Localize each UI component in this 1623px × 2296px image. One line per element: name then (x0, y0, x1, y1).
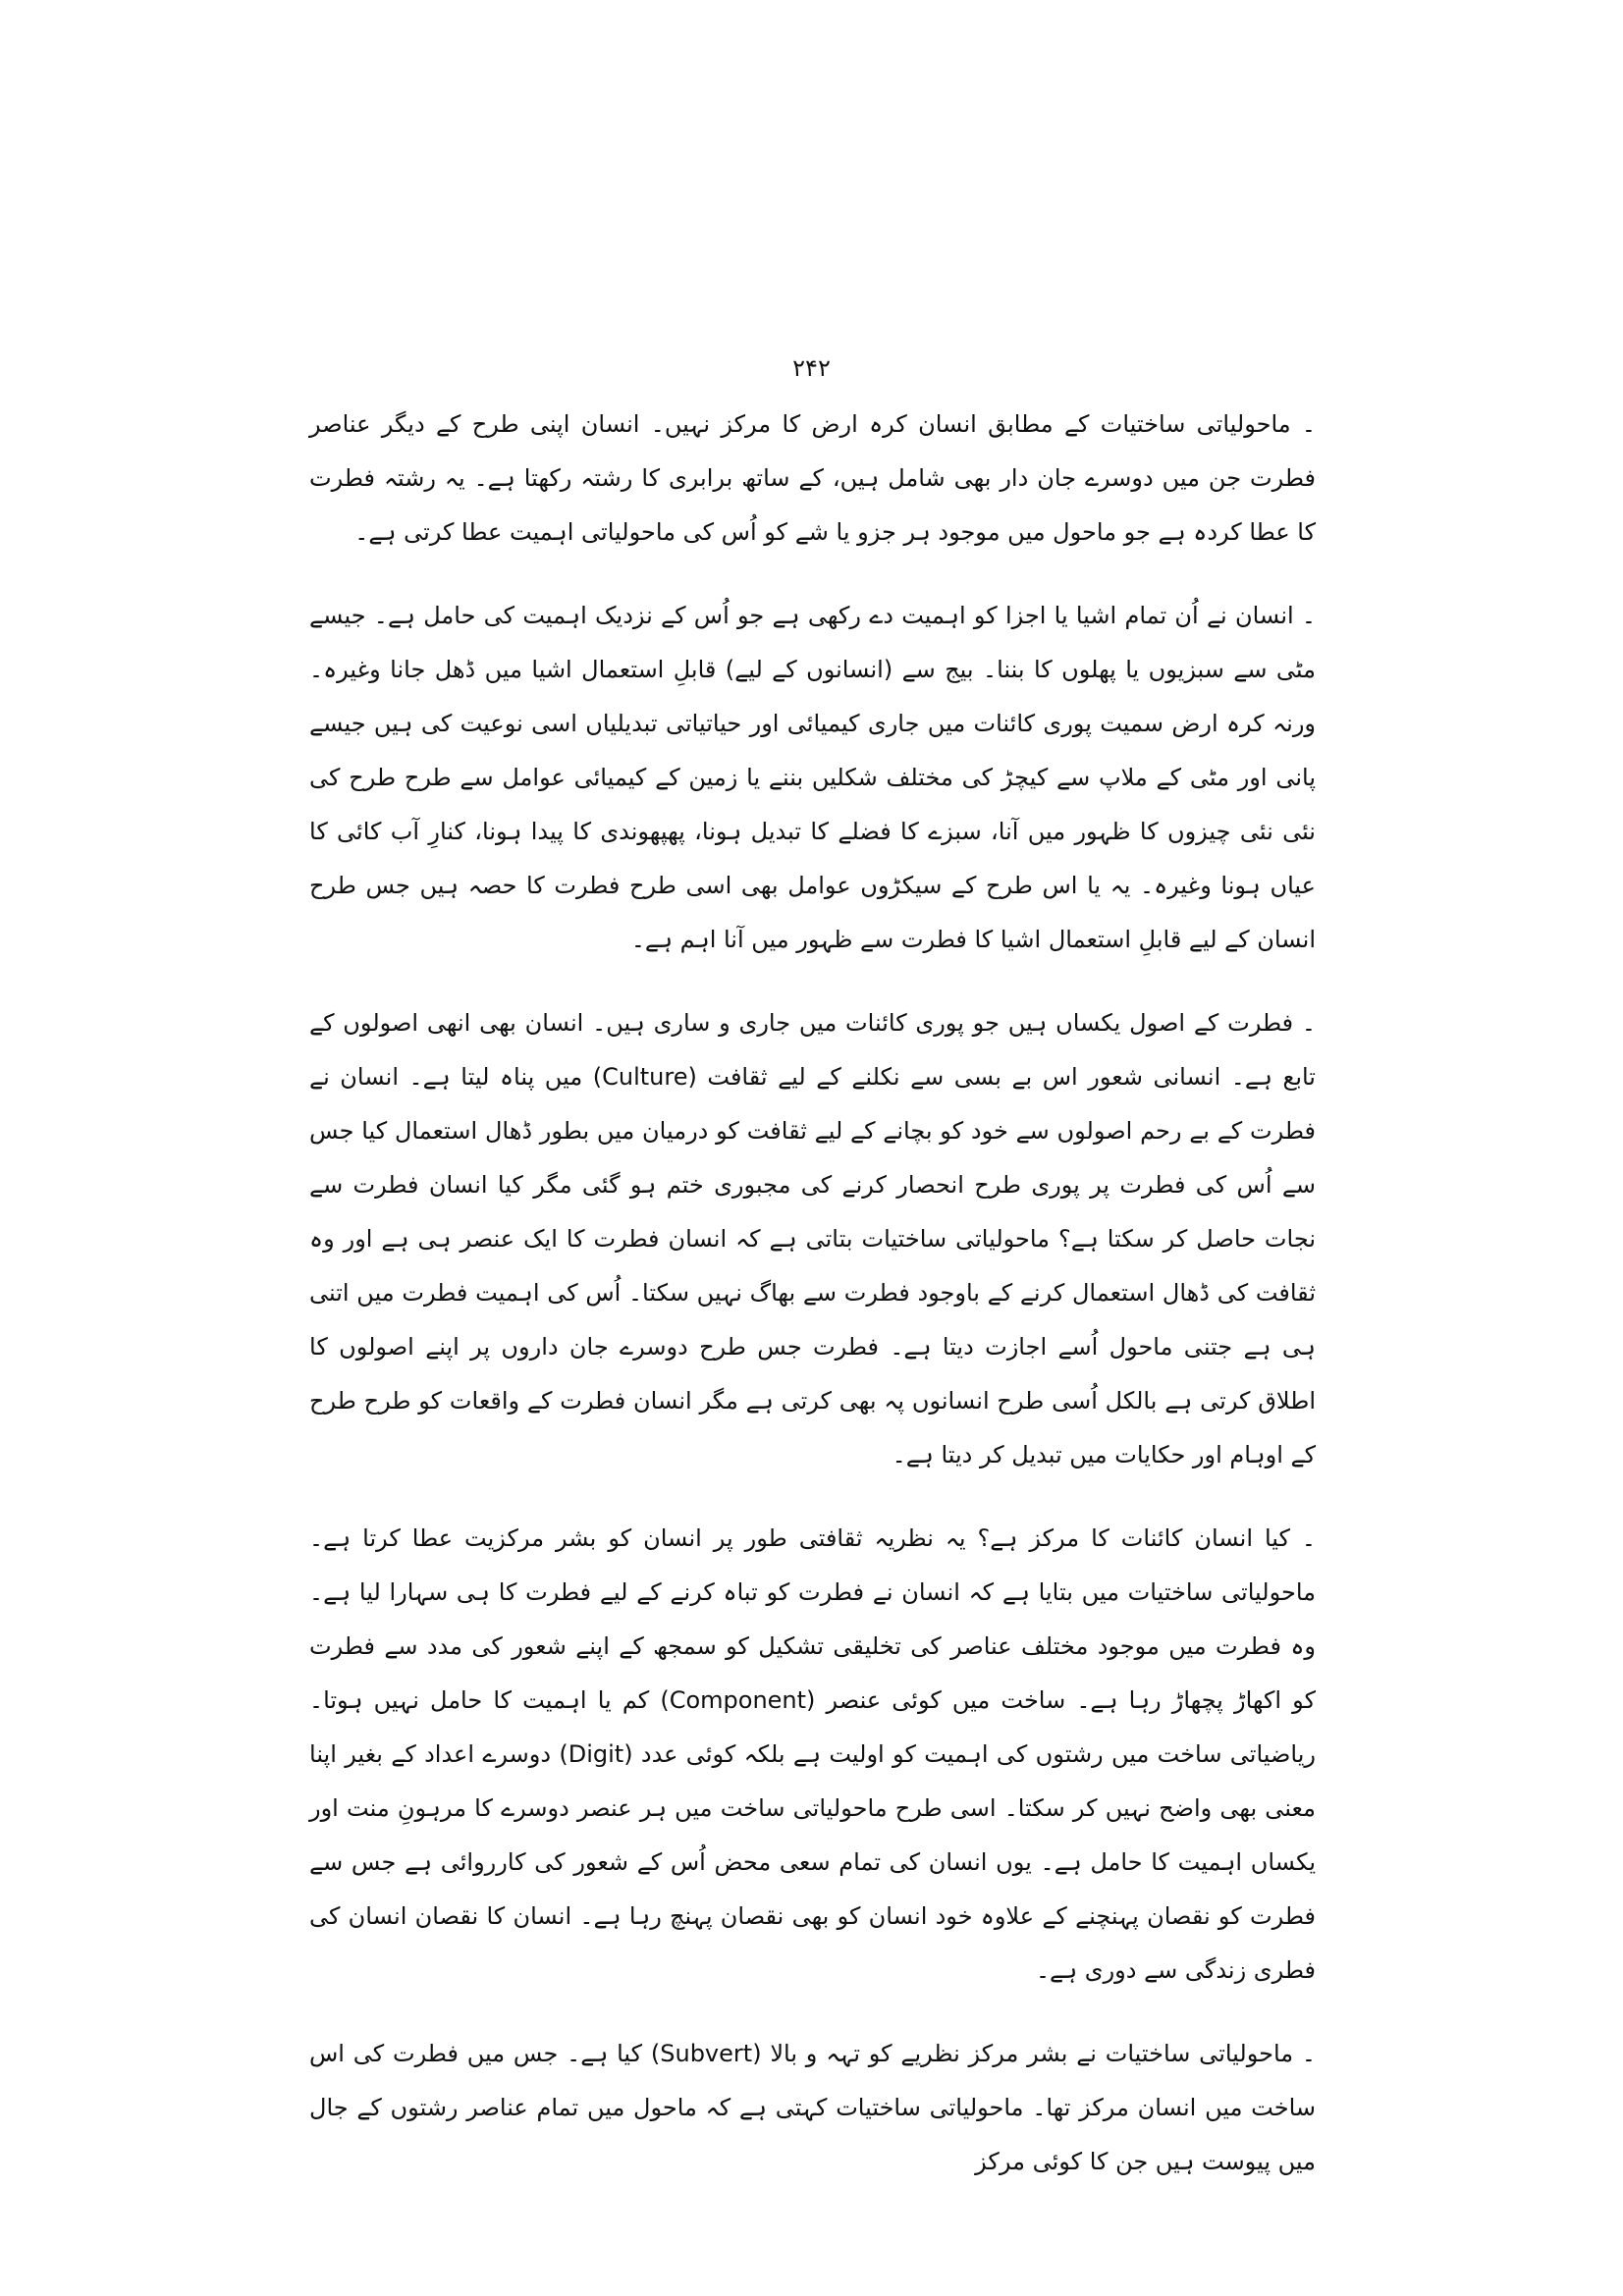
body-text (309, 398, 1316, 2189)
paragraph-4: ۔ کیا انسان کائنات کا مرکز ہے؟ یہ نظریہ ثقافتی طور پر انسان کو بشر مرکزیت عطا کرتا ہے۔ ماحولیاتی ساختیات میں بتایا ہے کہ انسان نے فطرت کو تباہ کرنے کے لیے فطرت کا ہی سہارا لیا ہے۔ وہ فطرت میں موجود مختلف عناصر کی تخلیقی تشکیل کو سمجھ کے اپنے شعور کی مدد سے فطرت کو اکھاڑ پچھاڑ رہا ہے۔ ساخت میں کوئی عنصر (Component) کم یا اہمیت کا حامل نہیں ہوتا۔ ریاضیاتی ساخت میں رشتوں کی اہمیت کو اولیت ہے بلکہ کوئی عدد (Digit) دوسرے اعداد کے بغیر اپنا معنی بھی واضح نہیں کر سکتا۔ اسی طرح ماحولیاتی ساخت میں ہر عنصر دوسرے کا مرہونِ منت اور یکساں اہمیت کا حامل ہے۔ یوں انسان کی تمام سعی محض اُس کے شعور کی کارروائی ہے جس سے فطرت کو نقصان پہنچنے کے علاوہ خود انسان کو بھی نقصان پہنچ رہا ہے۔ انسان کا نقصان انسان کی فطری زندگی سے دوری ہے۔ (309, 1524, 1316, 1984)
paragraph-1: ۔ ماحولیاتی ساختیات کے مطابق انسان کرہ ارض کا مرکز نہیں۔ انسان اپنی طرح کے دیگر عناصر فطرت جن میں دوسرے جان دار بھی شامل ہیں، کے ساتھ برابری کا رشتہ رکھتا ہے۔ یہ رشتہ فطرت کا عطا کردہ ہے جو ماحول میں موجود ہر جزو یا شے کو اُس کی ماحولیاتی اہمیت عطا کرتی ہے۔ (309, 410, 1316, 546)
page-number: ۲۴۲ (792, 354, 831, 382)
paragraph-2: ۔ انسان نے اُن تمام اشیا یا اجزا کو اہمیت دے رکھی ہے جو اُس کے نزدیک اہمیت کی حامل ہے۔ جیسے مٹی سے سبزیوں یا پھلوں کا بننا۔ بیج سے (انسانوں کے لیے) قابلِ استعمال اشیا میں ڈھل جانا وغیرہ۔ ورنہ کرہ ارض سمیت پوری کائنات میں جاری کیمیائی اور حیاتیاتی تبدیلیاں اسی نوعیت کی ہیں جیسے پانی اور مٹی کے ملاپ سے کیچڑ کی مختلف شکلیں بننے یا زمین کے کیمیائی عوامل سے طرح طرح کی نئی نئی چیزوں کا ظہور میں آنا، سبزے کا فضلے کا تبدیل ہونا، پھپھوندی کا پیدا ہونا، کنارِ آب کائی کا عیاں ہونا وغیرہ۔ یہ یا اس طرح کے سیکڑوں عوامل بھی اسی طرح فطرت کا حصہ ہیں جس طرح انسان کے لیے قابلِ استعمال اشیا کا فطرت سے ظہور میں آنا اہم ہے۔ (309, 602, 1316, 953)
paragraph-5: ۔ ماحولیاتی ساختیات نے بشر مرکز نظریے کو تہہ و بالا (Subvert) کیا ہے۔ جس میں فطرت کی اس ساخت میں انسان مرکز تھا۔ ماحولیاتی ساختیات کہتی ہے کہ ماحول میں تمام عناصر رشتوں کے جال میں پیوست ہیں جن کا کوئی مرکز (309, 2040, 1316, 2175)
paragraph-3: ۔ فطرت کے اصول یکساں ہیں جو پوری کائنات میں جاری و ساری ہیں۔ انسان بھی انھی اصولوں کے تابع ہے۔ انسانی شعور اس بے بسی سے نکلنے کے لیے ثقافت (Culture) میں پناہ لیتا ہے۔ انسان نے فطرت کے بے رحم اصولوں سے خود کو بچانے کے لیے ثقافت کو درمیان میں بطور ڈھال استعمال کیا جس سے اُس کی فطرت پر پوری طرح انحصار کرنے کی مجبوری ختم ہو گئی مگر کیا انسان فطرت سے نجات حاصل کر سکتا ہے؟ ماحولیاتی ساختیات بتاتی ہے کہ انسان فطرت کا ایک عنصر ہی ہے اور وہ ثقافت کی ڈھال استعمال کرنے کے باوجود فطرت سے بھاگ نہیں سکتا۔ اُس کی اہمیت فطرت میں اتنی ہی ہے جتنی ماحول اُسے اجازت دیتا ہے۔ فطرت جس طرح دوسرے جان داروں پر اپنے اصولوں کا اطلاق کرتی ہے بالکل اُسی طرح انسانوں پہ بھی کرتی ہے مگر انسان فطرت کے واقعات کو طرح طرح کے اوہام اور حکایات میں تبدیل کر دیتا ہے۔ (309, 1009, 1316, 1468)
